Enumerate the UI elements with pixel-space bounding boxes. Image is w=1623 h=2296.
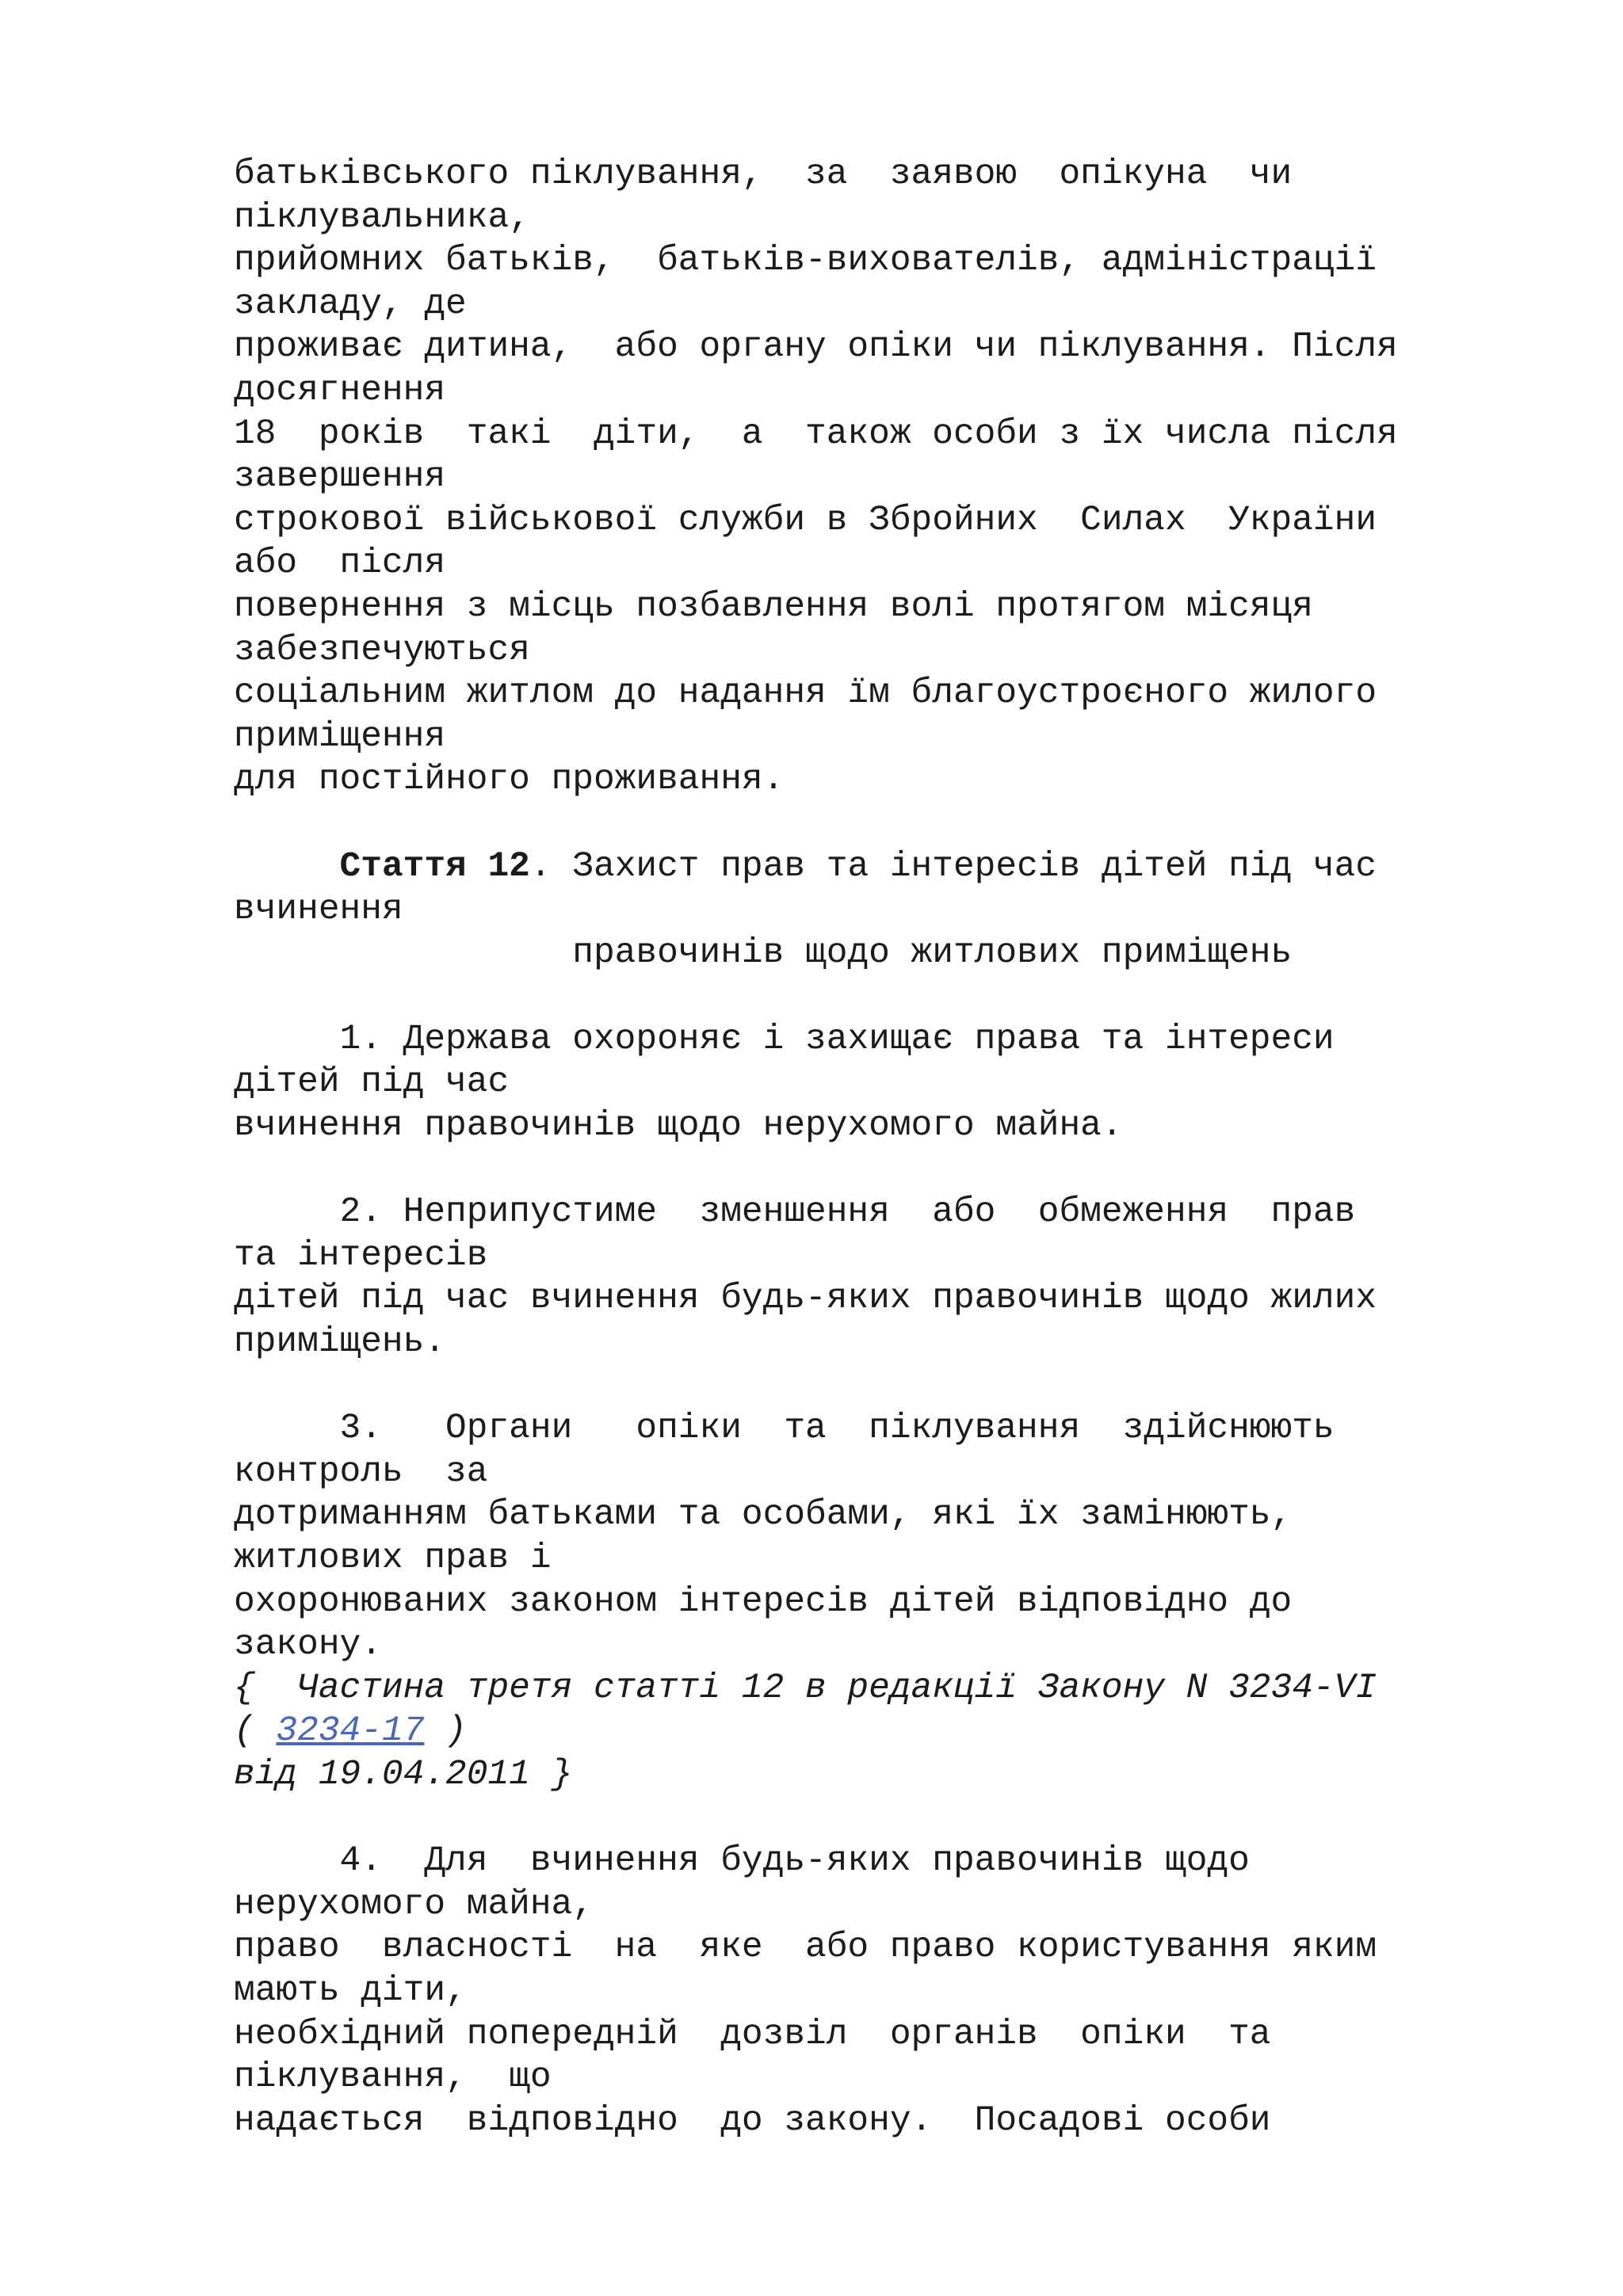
article-title-line xyxy=(234,845,1549,889)
text-line: строкової військової служби в Збройних Силах України xyxy=(234,500,1377,540)
note-prefix: ( xyxy=(234,1711,277,1752)
note-line: { Частина третя статті 12 в редакції Закону N 3234-VI xyxy=(234,1668,1377,1708)
text-line: 3. Органи опіки та піклування здійснюють xyxy=(234,1409,1335,1449)
text-line: для постійного проживання. xyxy=(234,760,785,800)
article-heading xyxy=(234,845,1549,975)
text-line: охоронюваних законом інтересів дітей відповідно до xyxy=(234,1581,1293,1622)
clause-3 xyxy=(234,1407,1549,1667)
text-line: забезпечуються xyxy=(234,630,530,670)
article-label: Стаття 12 xyxy=(339,846,530,887)
note-line: від 19.04.2011 } xyxy=(234,1754,573,1794)
spacer xyxy=(234,974,1549,1018)
text-line: нерухомого майна, xyxy=(234,1884,594,1924)
text-line: приміщень. xyxy=(234,1322,446,1363)
text-line: житлових прав і xyxy=(234,1539,552,1578)
text-line: закладу, де xyxy=(234,284,467,324)
text-line: та інтересів xyxy=(234,1235,488,1276)
text-line: досягнення xyxy=(234,370,446,410)
clause-4 xyxy=(234,1840,1549,2142)
article-title-line: вчинення xyxy=(234,890,403,930)
amendment-note xyxy=(234,1667,1549,1797)
text-line: піклувальника, xyxy=(234,197,530,238)
text-line: закону. xyxy=(234,1625,382,1665)
text-line: батьківського піклування, за заявою опікуна чи xyxy=(234,154,1293,194)
text-line: дітей під час вчинення будь-яких правочинів щодо жилих xyxy=(234,1279,1377,1319)
spacer xyxy=(234,1364,1549,1408)
text-line: повернення з місць позбавлення волі протягом місяця xyxy=(234,586,1313,627)
clause-1 xyxy=(234,1018,1549,1148)
law-link[interactable]: 3234-17 xyxy=(276,1711,425,1752)
text-line: прийомних батьків, батьків-вихователів, адміністрації xyxy=(234,241,1377,281)
text-line: піклування, що xyxy=(234,2058,552,2098)
clause-2 xyxy=(234,1191,1549,1363)
text-line: право власності на яке або право користування яким xyxy=(234,1928,1377,1968)
spacer xyxy=(234,802,1549,845)
text-line: контроль за xyxy=(234,1451,488,1492)
text-line: приміщення xyxy=(234,716,446,757)
note-line xyxy=(234,1710,1549,1753)
article-title-text: . Захист прав та інтересів дітей під час xyxy=(529,846,1377,887)
text-line: мають діти, xyxy=(234,1970,467,2011)
text-line: або після xyxy=(234,543,446,584)
text-line: 4. Для вчинення будь-яких правочинів щодо xyxy=(234,1841,1250,1882)
text-line: 1. Держава охороняє і захищає права та інтереси xyxy=(234,1019,1335,1059)
text-line: надається відповідно до закону. Посадові особи xyxy=(234,2100,1271,2141)
spacer xyxy=(234,1148,1549,1192)
text-line: дотриманням батьками та особами, які їх замінюють, xyxy=(234,1495,1293,1535)
article-title-line: правочинів щодо житлових приміщень xyxy=(234,933,1293,973)
note-suffix: ) xyxy=(424,1711,467,1752)
text-line: 18 років такі діти, а також особи з їх числа після xyxy=(234,414,1398,454)
intro-paragraph xyxy=(234,153,1549,802)
text-line: дітей під час xyxy=(234,1062,510,1103)
text-line: 2. Неприпустиме зменшення або обмеження прав xyxy=(234,1192,1356,1233)
document-page xyxy=(234,153,1549,2142)
text-line: вчинення правочинів щодо нерухомого майна. xyxy=(234,1106,1123,1146)
spacer xyxy=(234,1797,1549,1840)
text-line: соціальним житлом до надання їм благоустроєного жилого xyxy=(234,673,1377,714)
text-line: необхідний попередній дозвіл органів опіки та xyxy=(234,2014,1271,2054)
text-line: завершення xyxy=(234,457,446,498)
text-line: проживає дитина, або органу опіки чи піклування. Після xyxy=(234,327,1398,368)
